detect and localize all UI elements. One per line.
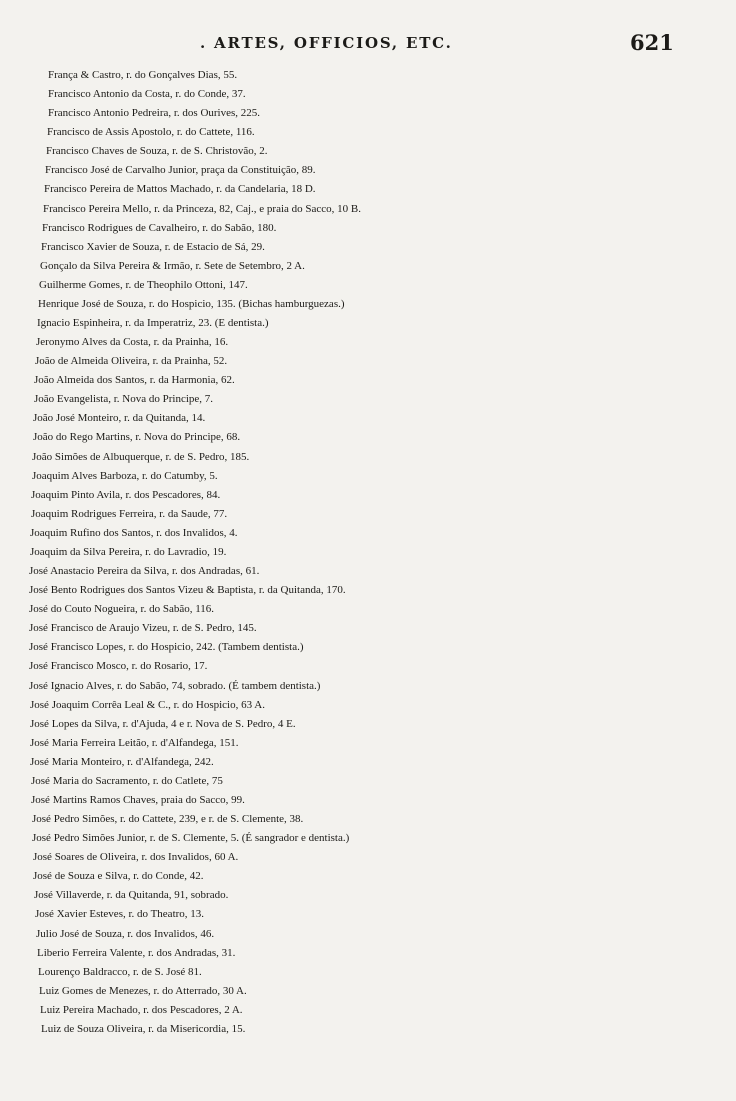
directory-entry: João Evangelista, r. Nova do Principe, 7.: [34, 393, 214, 406]
directory-entry: José Maria Monteiro, r. d'Alfandega, 242.: [30, 755, 214, 768]
directory-entry: João do Rego Martins, r. Nova do Principe, 68.: [33, 431, 241, 444]
directory-entry: José Francisco Lopes, r. do Hospicio, 242. (Tambem dentista.): [29, 641, 304, 654]
directory-entry: Joaquim Alves Barboza, r. do Catumby, 5.: [32, 469, 218, 482]
directory-entry: José Xavier Esteves, r. do Theatro, 13.: [35, 908, 205, 921]
directory-entry: Francisco Pereira Mello, r. da Princeza, 82, Caj., e praia do Sacco, 10 B.: [43, 202, 361, 215]
directory-entry: José Joaquim Corrêa Leal & C., r. do Hospicio, 63 A.: [30, 698, 265, 711]
directory-entry: Liberio Ferreira Valente, r. dos Andradas, 31.: [37, 946, 236, 959]
directory-entry: José Francisco Mosco, r. do Rosario, 17.: [29, 660, 208, 673]
directory-entry: Francisco de Assis Apostolo, r. do Cattete, 116.: [47, 126, 255, 139]
directory-entry: Francisco José de Carvalho Junior, praça da Constituição, 89.: [45, 164, 316, 177]
directory-entry: Joaquim Rodrigues Ferreira, r. da Saude, 77.: [31, 507, 228, 520]
directory-entry: José Ignacio Alves, r. do Sabão, 74, sobrado. (É tambem dentista.): [29, 679, 321, 692]
directory-list: [0, 66, 736, 1039]
directory-entry: José Francisco de Araujo Vizeu, r. de S. Pedro, 145.: [29, 622, 257, 635]
directory-entry: Henrique José de Souza, r. do Hospicio, 135. (Bichas hamburguezas.): [38, 297, 345, 310]
directory-entry: José Maria Ferreira Leitão, r. d'Alfandega, 151.: [30, 736, 239, 749]
directory-entry: José Lopes da Silva, r. d'Ajuda, 4 e r. Nova de S. Pedro, 4 E.: [30, 717, 296, 730]
directory-entry: Jeronymo Alves da Costa, r. da Prainha, 16.: [36, 336, 229, 349]
directory-entry: Luiz Pereira Machado, r. dos Pescadores, 2 A.: [40, 1003, 243, 1016]
directory-entry: João Simões de Albuquerque, r. de S. Pedro, 185.: [32, 450, 250, 463]
directory-entry: Ignacio Espinheira, r. da Imperatriz, 23. (E dentista.): [37, 317, 269, 330]
directory-entry: José Bento Rodrigues dos Santos Vizeu & Baptista, r. da Quitanda, 170.: [29, 584, 346, 597]
directory-entry: Joaquim Rufino dos Santos, r. dos Invalidos, 4.: [30, 526, 238, 539]
directory-entry: Joaquim da Silva Pereira, r. do Lavradio, 19.: [30, 545, 227, 558]
directory-entry: Guilherme Gomes, r. de Theophilo Ottoni, 147.: [39, 278, 248, 291]
directory-entry: Luiz Gomes de Menezes, r. do Atterrado, 30 A.: [39, 984, 247, 997]
directory-entry: Francisco Chaves de Souza, r. de S. Christovão, 2.: [46, 145, 268, 158]
directory-entry: Gonçalo da Silva Pereira & Irmão, r. Sete de Setembro, 2 A.: [40, 259, 305, 272]
section-title: . ARTES, OFFICIOS, ETC.: [200, 34, 453, 52]
directory-entry: Francisco Antonio Pedreira, r. dos Ourives, 225.: [48, 107, 261, 120]
directory-entry: José Pedro Simões Junior, r. de S. Clemente, 5. (É sangrador e dentista.): [32, 832, 350, 845]
directory-entry: Francisco Antonio da Costa, r. do Conde, 37.: [48, 88, 246, 101]
directory-entry: Julio José de Souza, r. dos Invalidos, 46.: [36, 927, 215, 940]
directory-entry: França & Castro, r. do Gonçalves Dias, 55.: [48, 69, 238, 81]
directory-entry: José de Souza e Silva, r. do Conde, 42.: [33, 870, 204, 883]
directory-entry: José Maria do Sacramento, r. do Catlete, 75: [31, 774, 223, 787]
directory-entry: José do Couto Noguеira, r. do Sabão, 116.: [29, 603, 215, 616]
directory-entry: José Soares de Oliveira, r. dos Invalidos, 60 A.: [33, 851, 239, 864]
directory-entry: Lourenço Baldracco, r. de S. José 81.: [38, 965, 202, 978]
directory-entry: José Martins Ramos Chaves, praia do Sacco, 99.: [31, 793, 245, 806]
directory-entry: João Almeida dos Santos, r. da Harmonia, 62.: [34, 374, 235, 387]
directory-entry: Francisco Xavier de Souza, r. de Estacio de Sá, 29.: [41, 240, 265, 253]
directory-entry: Joaquim Pinto Avila, r. dos Pescadores, 84.: [31, 488, 221, 501]
directory-entry: José Pedro Simões, r. do Cattete, 239, e r. de S. Clemente, 38.: [32, 813, 304, 826]
page-number: 621: [630, 30, 674, 55]
directory-entry: José Villaverde, r. da Quitanda, 91, sobrado.: [34, 889, 229, 902]
directory-entry: João de Almeida Oliveira, r. da Prainha, 52.: [35, 355, 228, 368]
directory-entry: José Anastacio Pereira da Silva, r. dos Andradas, 61.: [29, 565, 260, 578]
directory-entry: Luiz de Souza Oliveira, r. da Misericordia, 15.: [41, 1022, 246, 1035]
directory-entry: Francisco Pereira de Mattos Machado, r. da Candelaria, 18 D.: [44, 183, 316, 196]
page-header: [0, 30, 736, 64]
directory-entry: João José Monteiro, r. da Quitanda, 14.: [33, 412, 206, 425]
directory-entry: Francisco Rodrigues de Cavalheiro, r. do Sabão, 180.: [42, 221, 277, 234]
